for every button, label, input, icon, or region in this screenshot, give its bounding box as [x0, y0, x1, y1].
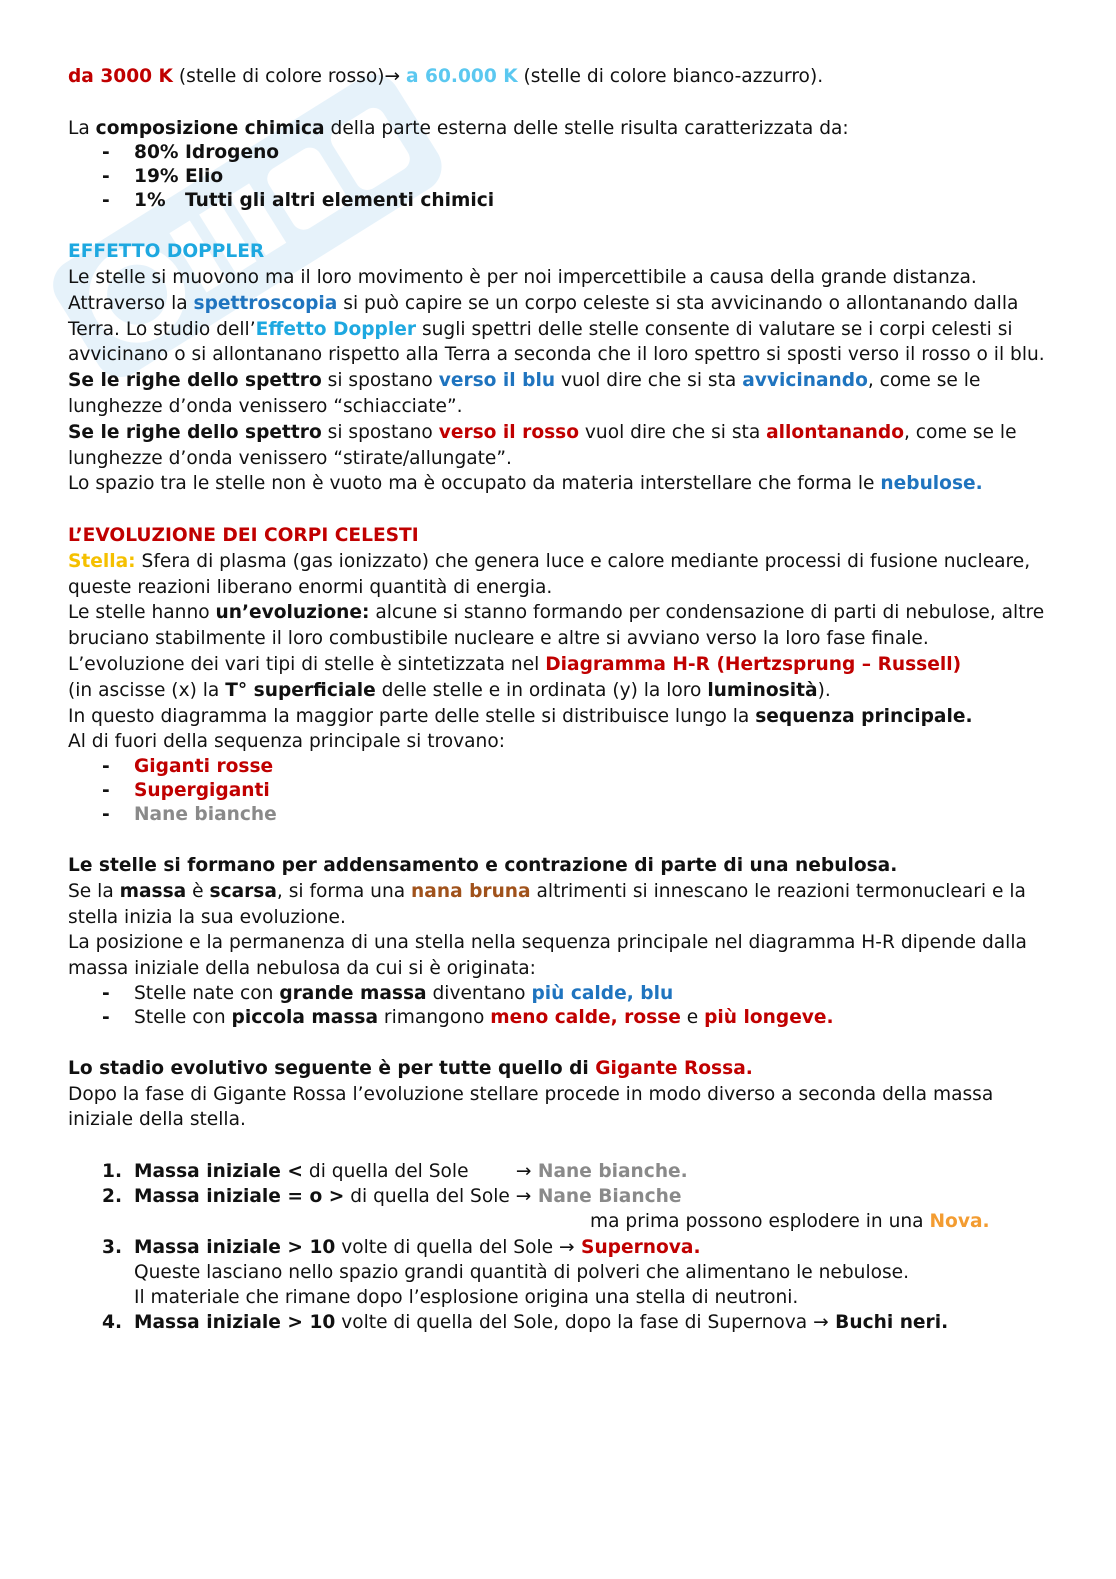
list-item: 1. Massa iniziale < di quella del Sole → Nane bianche.	[102, 1160, 688, 1182]
list-item: - Stelle nate con grande massa diventano più calde, blu	[102, 982, 1058, 1006]
paragraph: Se le righe dello spettro si spostano verso il rosso vuol dire che si sta allontanando, come se le lunghezze d’onda venissero “stirate/allungate”.	[68, 421, 1017, 469]
composition-intro: La composizione chimica della parte esterna delle stelle risulta caratterizzata da:	[68, 117, 849, 139]
paragraph: Le stelle si muovono ma il loro movimento è per noi impercettibile a causa della grande distanza.	[68, 266, 977, 288]
paragraph: Attraverso la spettroscopia si può capire se un corpo celeste si sta avvicinando o allontanando dalla Terra. Lo studio dell’Effetto Doppler sugli spettri delle stelle consente di valutare se i corpi celesti si avvicinano o si allontanano rispetto alla Terra a seconda che il loro spettro si sposti verso il rosso o il blu.	[68, 292, 1045, 366]
list-item: - Stelle con piccola massa rimangono meno calde, rosse e più longeve.	[102, 1006, 1058, 1030]
paragraph: Dopo la fase di Gigante Rossa l’evoluzione stellare procede in modo diverso a seconda della massa iniziale della stella.	[68, 1083, 994, 1131]
paragraph: Se le righe dello spettro si spostano verso il blu vuol dire che si sta avvicinando, come se le lunghezze d’onda venissero “schiacciate”.	[68, 370, 981, 417]
paragraph: (in ascisse (x) la T° superficiale delle stelle e in ordinata (y) la loro luminosità).	[68, 679, 831, 701]
list-item: - Supergiganti	[102, 779, 1058, 803]
paragraph: L’evoluzione dei vari tipi di stelle è sintetizzata nel Diagramma H-R (Hertzsprung – Russell)	[68, 653, 962, 675]
arrow-right-icon: →	[813, 1312, 829, 1334]
temperature-range: da 3000 K (stelle di colore rosso)→ a 60.000 K (stelle di colore bianco-azzurro).	[68, 66, 824, 87]
document-content	[68, 64, 1058, 1335]
paragraph: Lo spazio tra le stelle non è vuoto ma è occupato da materia interstellare che forma le nebulose.	[68, 473, 983, 495]
composition-list	[68, 141, 1058, 213]
paragraph: Stella: Sfera di plasma (gas ionizzato) che genera luce e calore mediante processi di fusione nucleare, queste reazioni liberano enormi quantità di energia.	[68, 550, 1031, 598]
list-item: 2. Massa iniziale = o > di quella del Sole → Nane Bianche ma prima possono esplodere in una Nova.	[102, 1186, 990, 1233]
paragraph: Al di fuori della sequenza principale si trovano:	[68, 731, 505, 753]
paragraph: Se la massa è scarsa, si forma una nana bruna altrimenti si innescano le reazioni termonucleari e la stella inizia la sua evoluzione.	[68, 880, 1026, 928]
paragraph: Le stelle si formano per addensamento e contrazione di parte di una nebulosa.	[68, 854, 898, 876]
stages-list	[68, 1159, 1058, 1335]
list-item: - 80% Idrogeno	[102, 141, 1058, 165]
arrow-right-icon: →	[384, 66, 401, 87]
section-heading-evolution: L’EVOLUZIONE DEI CORPI CELESTI	[68, 524, 419, 546]
paragraph: Le stelle hanno un’evoluzione: alcune si stanno formando per condensazione di parti di nebulose, altre bruciano stabilmente il loro combustibile nucleare e altre si avviano verso la loro fase finale.	[68, 602, 1045, 650]
paragraph: Lo stadio evolutivo seguente è per tutte quello di Gigante Rossa.	[68, 1057, 753, 1079]
list-item: 3. Massa iniziale > 10 volte di quella del Sole → Supernova. Queste lasciano nello spazio grandi quantità di polveri che alimentano le nebulose. Il materiale che rimane dopo l’esplosione origina una stella di neutroni.	[102, 1236, 910, 1308]
list-item: - Nane bianche	[102, 803, 1058, 827]
list-item: 4. Massa iniziale > 10 volte di quella del Sole, dopo la fase di Supernova → Buchi neri.	[102, 1312, 949, 1334]
arrow-right-icon: →	[515, 1160, 532, 1182]
list-item: - Giganti rosse	[102, 755, 1058, 779]
arrow-right-icon: →	[515, 1186, 532, 1208]
section-heading-doppler: EFFETTO DOPPLER	[68, 241, 265, 263]
list-item: - 19% Elio	[102, 165, 1058, 189]
outside-sequence-list	[68, 755, 1058, 827]
mass-list	[68, 982, 1058, 1030]
paragraph: In questo diagramma la maggior parte delle stelle si distribuisce lungo la sequenza principale.	[68, 705, 973, 727]
paragraph: La posizione e la permanenza di una stella nella sequenza principale nel diagramma H-R dipende dalla massa iniziale della nebulosa da cui si è originata:	[68, 932, 1027, 980]
arrow-right-icon: →	[558, 1236, 575, 1258]
list-item: - 1% Tutti gli altri elementi chimici	[102, 189, 1058, 213]
